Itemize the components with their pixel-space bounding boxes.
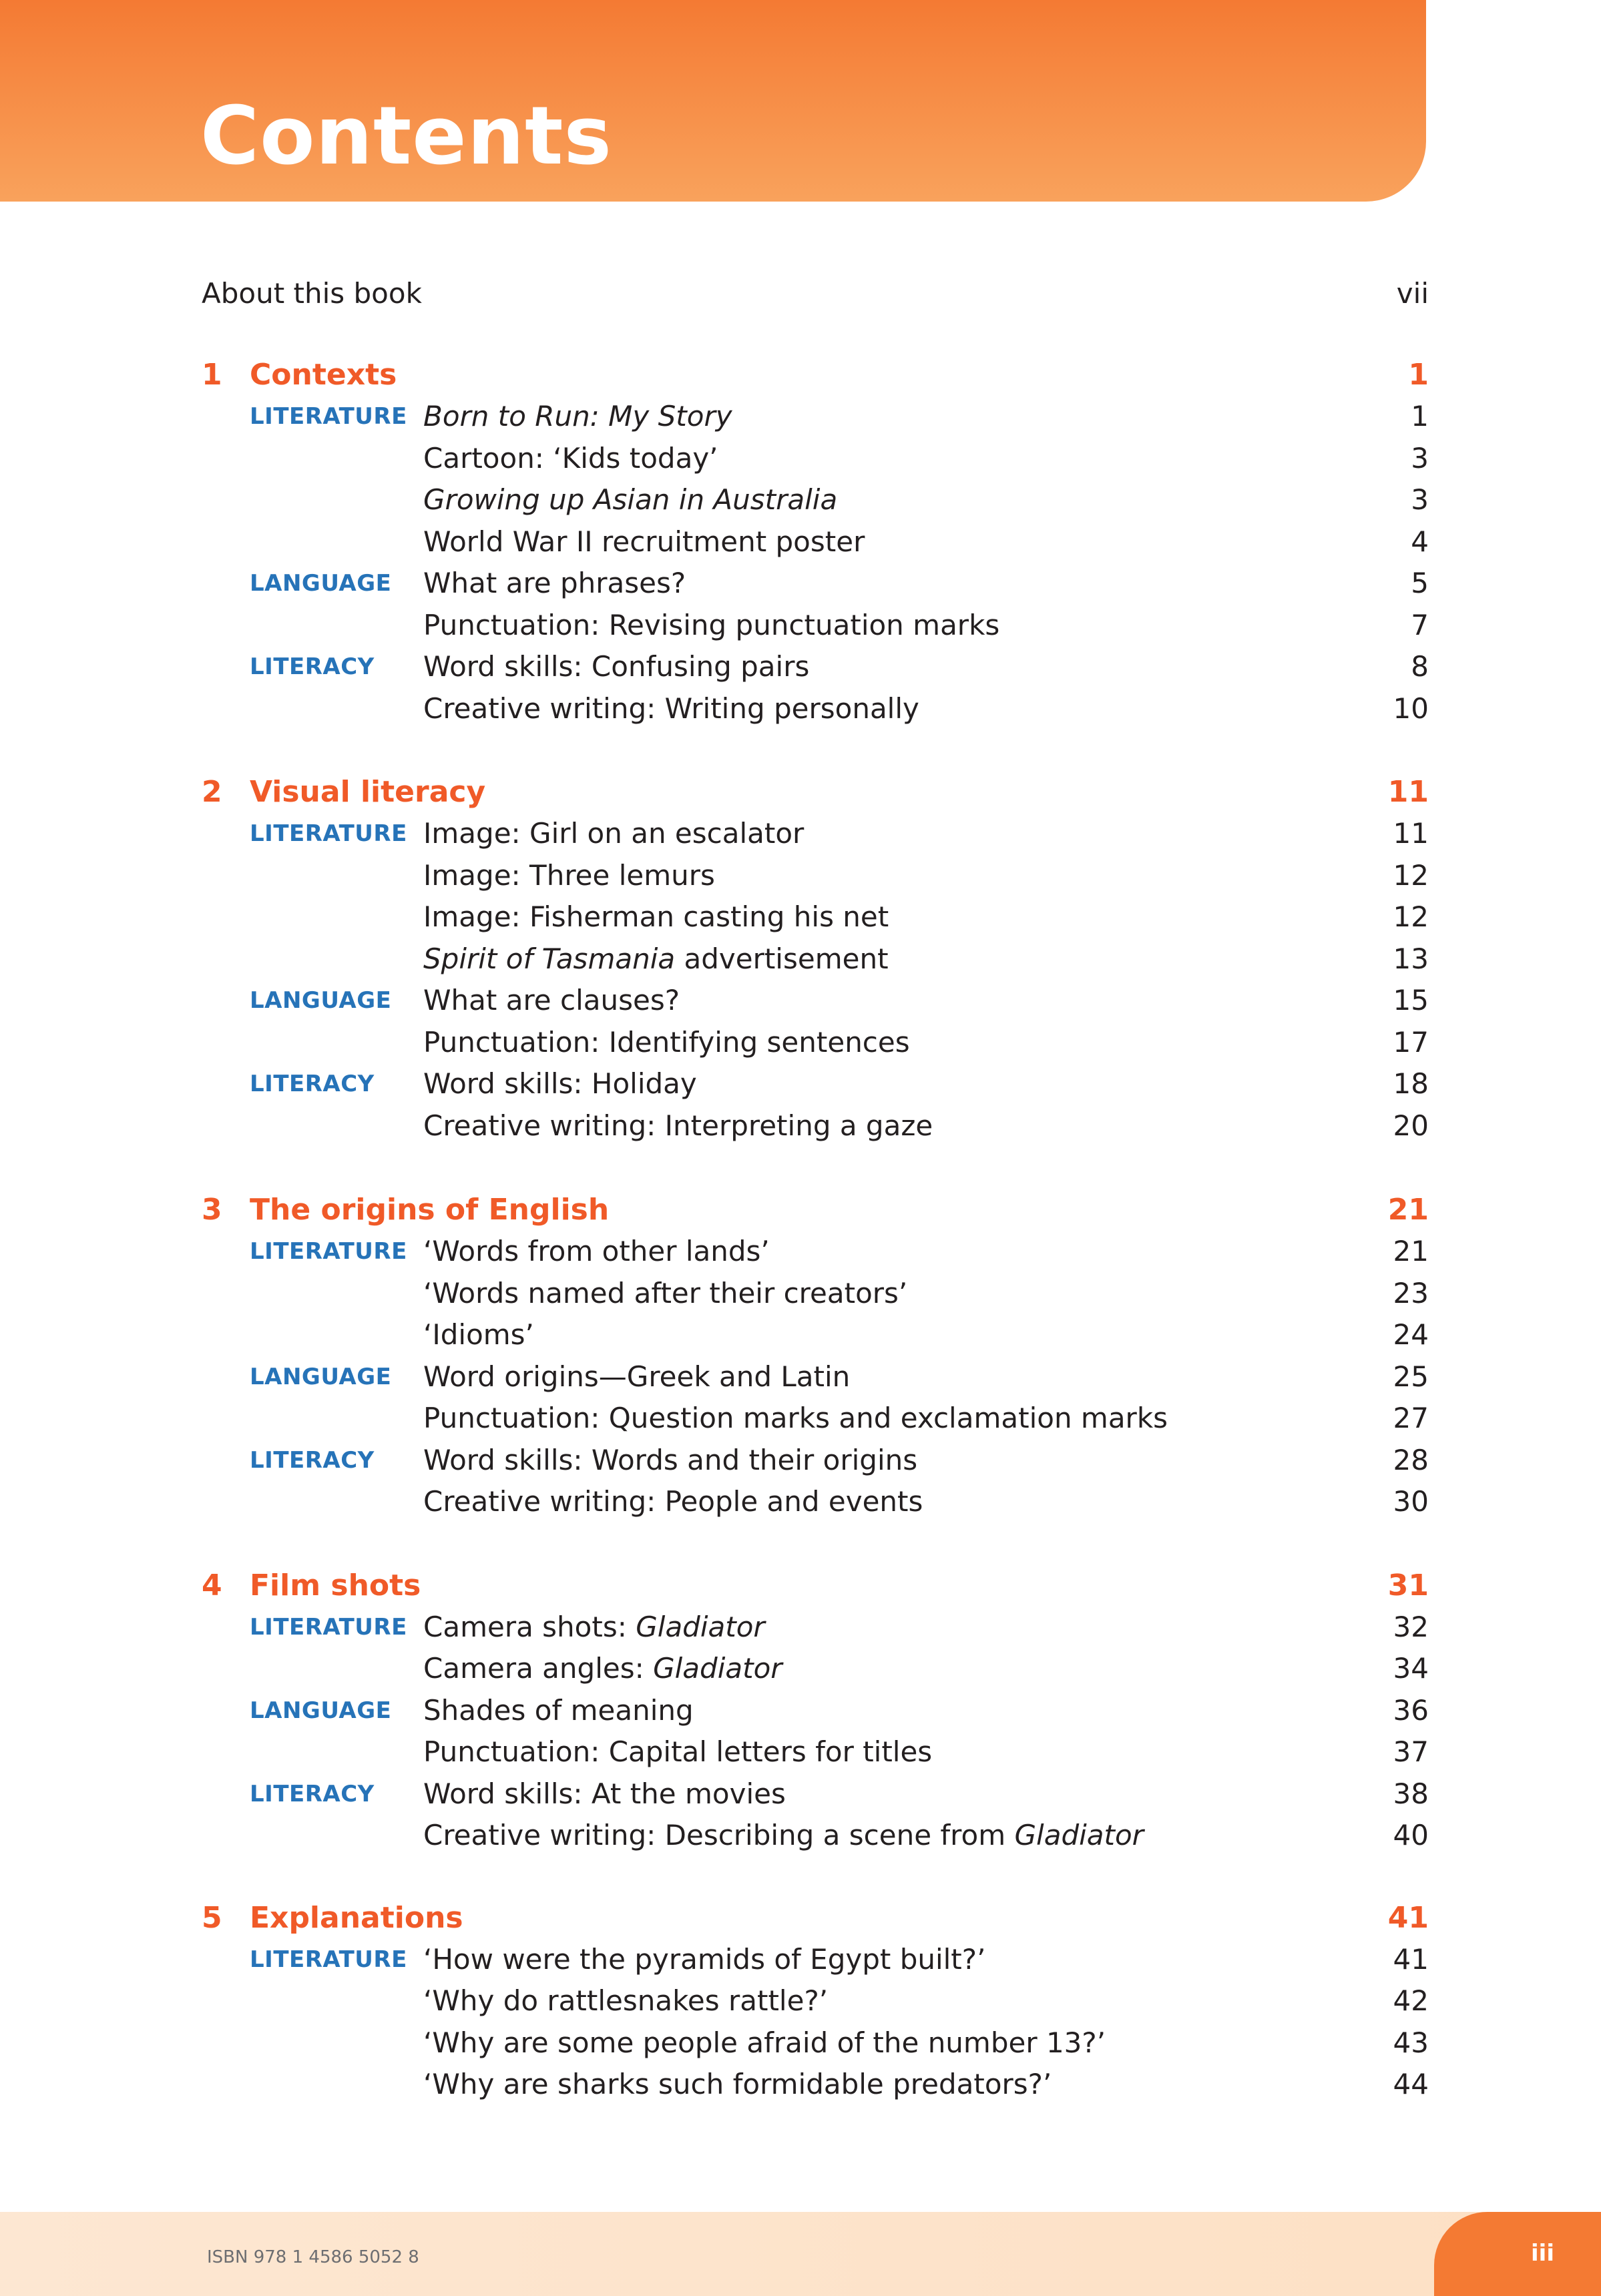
toc-entry[interactable]	[202, 1063, 1429, 1105]
entry-title-part: Punctuation: Identifying sentences	[423, 1025, 910, 1059]
entry-page-number: 18	[1393, 1067, 1429, 1100]
entry-title-part: ‘Words from other lands’	[423, 1235, 770, 1267]
toc-intro-row[interactable]	[202, 274, 1429, 314]
chapter-number: 4	[202, 1568, 222, 1603]
entry-page-number: 27	[1393, 1402, 1429, 1434]
entry-title-part: What are clauses?	[423, 984, 680, 1017]
toc-entry[interactable]	[202, 1273, 1429, 1315]
entry-title	[423, 1022, 910, 1063]
page-title: Contents	[200, 90, 612, 183]
entry-title-part: Punctuation: Capital letters for titles	[423, 1735, 933, 1768]
strand-label: LITERATURE	[250, 1238, 407, 1265]
toc-entry[interactable]	[202, 938, 1429, 980]
entry-title-part: Word skills: At the movies	[423, 1777, 786, 1810]
entry-page-number: 3	[1411, 483, 1429, 516]
entry-title-part: advertisement	[675, 942, 889, 975]
entry-title-italic-part: Growing up Asian in Australia	[423, 483, 838, 516]
entry-title	[423, 1398, 1168, 1439]
entry-title	[423, 1773, 786, 1815]
toc-entry[interactable]	[202, 1440, 1429, 1482]
chapter-heading[interactable]	[202, 771, 1429, 813]
entry-title-part: Punctuation: Revising punctuation marks	[423, 608, 1000, 641]
entry-page-number: 30	[1393, 1485, 1429, 1518]
entry-title	[423, 1481, 923, 1522]
entry-title	[423, 1314, 534, 1356]
isbn-text: ISBN 978 1 4586 5052 8	[207, 2247, 419, 2267]
entry-title	[423, 605, 999, 646]
chapter-page-number: 11	[1387, 775, 1429, 809]
entry-title-italic-part: Gladiator	[653, 1652, 782, 1685]
entry-title	[423, 1690, 694, 1731]
toc-entry[interactable]	[202, 1648, 1429, 1690]
entry-title	[423, 688, 919, 730]
entry-page-number: 12	[1393, 858, 1429, 892]
toc-entry[interactable]	[202, 1105, 1429, 1147]
strand-label: LITERACY	[250, 1071, 375, 1097]
chapter-page-number: 1	[1408, 358, 1429, 392]
strand-label: LANGUAGE	[250, 570, 392, 597]
entry-page-number: 7	[1411, 608, 1429, 641]
strand-label: LITERATURE	[250, 403, 407, 430]
entry-title-part: Creative writing: Writing personally	[423, 691, 919, 725]
entry-page-number: 3	[1411, 441, 1429, 475]
entry-page-number: 17	[1393, 1025, 1429, 1059]
strand-label: LITERACY	[250, 1780, 375, 1807]
chapter-page-number: 21	[1387, 1193, 1429, 1227]
entry-title-part: Camera angles:	[423, 1652, 654, 1685]
entry-title-part: Punctuation: Question marks and exclamation marks	[423, 1402, 1168, 1434]
entry-title	[423, 1607, 765, 1648]
entry-title	[423, 521, 865, 563]
chapter-block	[202, 1564, 1429, 1857]
entry-page-number: 32	[1393, 1610, 1429, 1643]
entry-title-part: ‘Idioms’	[423, 1318, 534, 1351]
toc-entry[interactable]	[202, 479, 1429, 521]
chapter-title: Film shots	[250, 1568, 421, 1603]
entry-title	[423, 1731, 932, 1773]
entry-title-part: Camera shots:	[423, 1610, 636, 1643]
toc-entry[interactable]	[202, 1398, 1429, 1440]
strand-label: LITERATURE	[250, 1946, 407, 1973]
entry-page-number: 41	[1393, 1942, 1429, 1976]
toc-entry[interactable]	[202, 1815, 1429, 1857]
footer-bar	[0, 2212, 1601, 2296]
entry-title-part: ‘Why are some people afraid of the number 13?’	[423, 2026, 1106, 2059]
toc-entry[interactable]	[202, 1607, 1429, 1649]
chapter-page-number: 41	[1387, 1900, 1429, 1935]
entry-title	[423, 1440, 917, 1481]
entry-page-number: 34	[1393, 1652, 1429, 1685]
entry-page-number: 28	[1393, 1443, 1429, 1476]
toc-entry[interactable]	[202, 1773, 1429, 1815]
toc-entry[interactable]	[202, 896, 1429, 938]
entry-title-part: Image: Girl on an escalator	[423, 817, 805, 850]
chapter-list	[202, 354, 1429, 2106]
chapter-title: The origins of English	[250, 1193, 610, 1227]
entry-page-number: 44	[1393, 2068, 1429, 2100]
toc-entry[interactable]	[202, 2064, 1429, 2106]
entry-page-number: 21	[1393, 1235, 1429, 1267]
entry-title-italic-part: Gladiator	[1014, 1819, 1144, 1851]
toc-entry[interactable]	[202, 563, 1429, 605]
chapter-title: Contexts	[250, 358, 397, 392]
toc-entry[interactable]	[202, 1022, 1429, 1064]
toc-entry[interactable]	[202, 980, 1429, 1022]
chapter-title: Explanations	[250, 1900, 463, 1935]
entry-page-number: 23	[1393, 1276, 1429, 1310]
entry-title-part: Creative writing: Describing a scene from	[423, 1819, 1015, 1851]
intro-page-number: vii	[1396, 277, 1429, 310]
strand-label: LANGUAGE	[250, 987, 392, 1014]
entry-page-number: 20	[1393, 1109, 1429, 1142]
entry-page-number: 15	[1393, 984, 1429, 1017]
entry-title	[423, 1648, 782, 1689]
entry-title-part: Image: Fisherman casting his net	[423, 900, 889, 933]
strand-label: LITERATURE	[250, 1613, 407, 1641]
entry-title	[423, 855, 715, 896]
toc-entry[interactable]	[202, 2022, 1429, 2064]
chapter-number: 1	[202, 358, 222, 392]
chapter-block	[202, 354, 1429, 730]
entry-page-number: 36	[1393, 1693, 1429, 1727]
toc-entry[interactable]	[202, 1356, 1429, 1398]
chapter-number: 5	[202, 1900, 222, 1935]
entry-title	[423, 1063, 697, 1105]
entry-title	[423, 479, 837, 521]
entry-title	[423, 896, 889, 938]
entry-title	[423, 646, 809, 687]
entry-title-part: ‘How were the pyramids of Egypt built?’	[423, 1942, 986, 1976]
entry-title	[423, 1273, 907, 1314]
entry-page-number: 42	[1393, 1984, 1429, 2017]
entry-title-italic-part: Spirit of Tasmania	[423, 942, 676, 975]
entry-page-number: 38	[1393, 1777, 1429, 1810]
entry-page-number: 5	[1411, 567, 1429, 599]
strand-label: LANGUAGE	[250, 1697, 392, 1724]
entry-title	[423, 2064, 1052, 2105]
entry-page-number: 37	[1393, 1735, 1429, 1768]
entry-title	[423, 563, 686, 604]
entry-page-number: 8	[1411, 650, 1429, 683]
entry-title	[423, 938, 889, 980]
entry-page-number: 40	[1393, 1819, 1429, 1851]
entry-page-number: 24	[1393, 1318, 1429, 1351]
chapter-page-number: 31	[1387, 1568, 1429, 1603]
page-number: iii	[1531, 2240, 1554, 2267]
entry-page-number: 25	[1393, 1360, 1429, 1393]
page-number-tab	[1434, 2212, 1601, 2296]
toc-entry[interactable]	[202, 1731, 1429, 1773]
intro-label: About this book	[202, 277, 422, 310]
strand-label: LANGUAGE	[250, 1363, 392, 1390]
chapter-heading[interactable]	[202, 1189, 1429, 1231]
toc-entry[interactable]	[202, 1231, 1429, 1273]
entry-title-part: Word skills: Confusing pairs	[423, 650, 810, 683]
toc-entry[interactable]	[202, 605, 1429, 647]
entry-title-part: Word origins—Greek and Latin	[423, 1360, 851, 1393]
entry-title	[423, 438, 718, 479]
chapter-number: 2	[202, 775, 222, 809]
entry-page-number: 4	[1411, 525, 1429, 558]
entry-title-part: Word skills: Holiday	[423, 1067, 697, 1100]
toc-entry[interactable]	[202, 688, 1429, 730]
entry-title-italic-part: Gladiator	[636, 1610, 765, 1643]
toc-entry[interactable]	[202, 1314, 1429, 1356]
entry-title	[423, 396, 732, 437]
entry-title	[423, 1231, 770, 1272]
entry-title	[423, 1356, 850, 1398]
toc-entry[interactable]	[202, 1690, 1429, 1732]
entry-title-part: ‘Words named after their creators’	[423, 1276, 908, 1310]
entry-title	[423, 1815, 1144, 1856]
entry-page-number: 12	[1393, 900, 1429, 933]
chapter-block	[202, 1897, 1429, 2106]
entry-title-part: ‘Why do rattlesnakes rattle?’	[423, 1984, 829, 2017]
entry-page-number: 11	[1393, 817, 1429, 850]
chapter-title: Visual literacy	[250, 775, 486, 809]
toc-entry[interactable]	[202, 646, 1429, 688]
entry-page-number: 13	[1393, 942, 1429, 975]
chapter-block	[202, 771, 1429, 1147]
entry-title	[423, 980, 680, 1021]
chapter-heading[interactable]	[202, 1564, 1429, 1607]
strand-label: LITERATURE	[250, 820, 407, 847]
toc-entry[interactable]	[202, 438, 1429, 480]
entry-title-part: Creative writing: Interpreting a gaze	[423, 1109, 933, 1142]
entry-title-part: What are phrases?	[423, 567, 686, 599]
chapter-heading[interactable]	[202, 354, 1429, 396]
entry-page-number: 10	[1393, 691, 1429, 725]
entry-title-part: Cartoon: ‘Kids today’	[423, 441, 718, 475]
entry-title-italic-part: Born to Run: My Story	[423, 400, 732, 433]
toc-entry[interactable]	[202, 396, 1429, 438]
toc-entry[interactable]	[202, 521, 1429, 563]
entry-page-number: 43	[1393, 2026, 1429, 2059]
chapter-number: 3	[202, 1193, 222, 1227]
entry-title	[423, 813, 804, 854]
chapter-block	[202, 1189, 1429, 1523]
entry-title-part: ‘Why are sharks such formidable predators?’	[423, 2068, 1052, 2100]
entry-title-part: Image: Three lemurs	[423, 858, 715, 892]
entry-title	[423, 1939, 985, 1980]
toc-entry[interactable]	[202, 1939, 1429, 1981]
entry-title-part: Word skills: Words and their origins	[423, 1443, 918, 1476]
toc-entry[interactable]	[202, 1980, 1429, 2022]
entry-title-part: Shades of meaning	[423, 1693, 694, 1727]
header-banner	[0, 0, 1426, 202]
strand-label: LITERACY	[250, 1446, 375, 1474]
entry-title-part: Creative writing: People and events	[423, 1485, 923, 1518]
toc-entry[interactable]	[202, 1481, 1429, 1523]
entry-title	[423, 2022, 1106, 2064]
strand-label: LITERACY	[250, 653, 375, 680]
entry-title	[423, 1980, 828, 2022]
toc-entry[interactable]	[202, 855, 1429, 897]
entry-title	[423, 1105, 933, 1147]
toc-entry[interactable]	[202, 813, 1429, 855]
chapter-heading[interactable]	[202, 1897, 1429, 1939]
entry-title-part: World War II recruitment poster	[423, 525, 865, 558]
entry-page-number: 1	[1411, 400, 1429, 433]
